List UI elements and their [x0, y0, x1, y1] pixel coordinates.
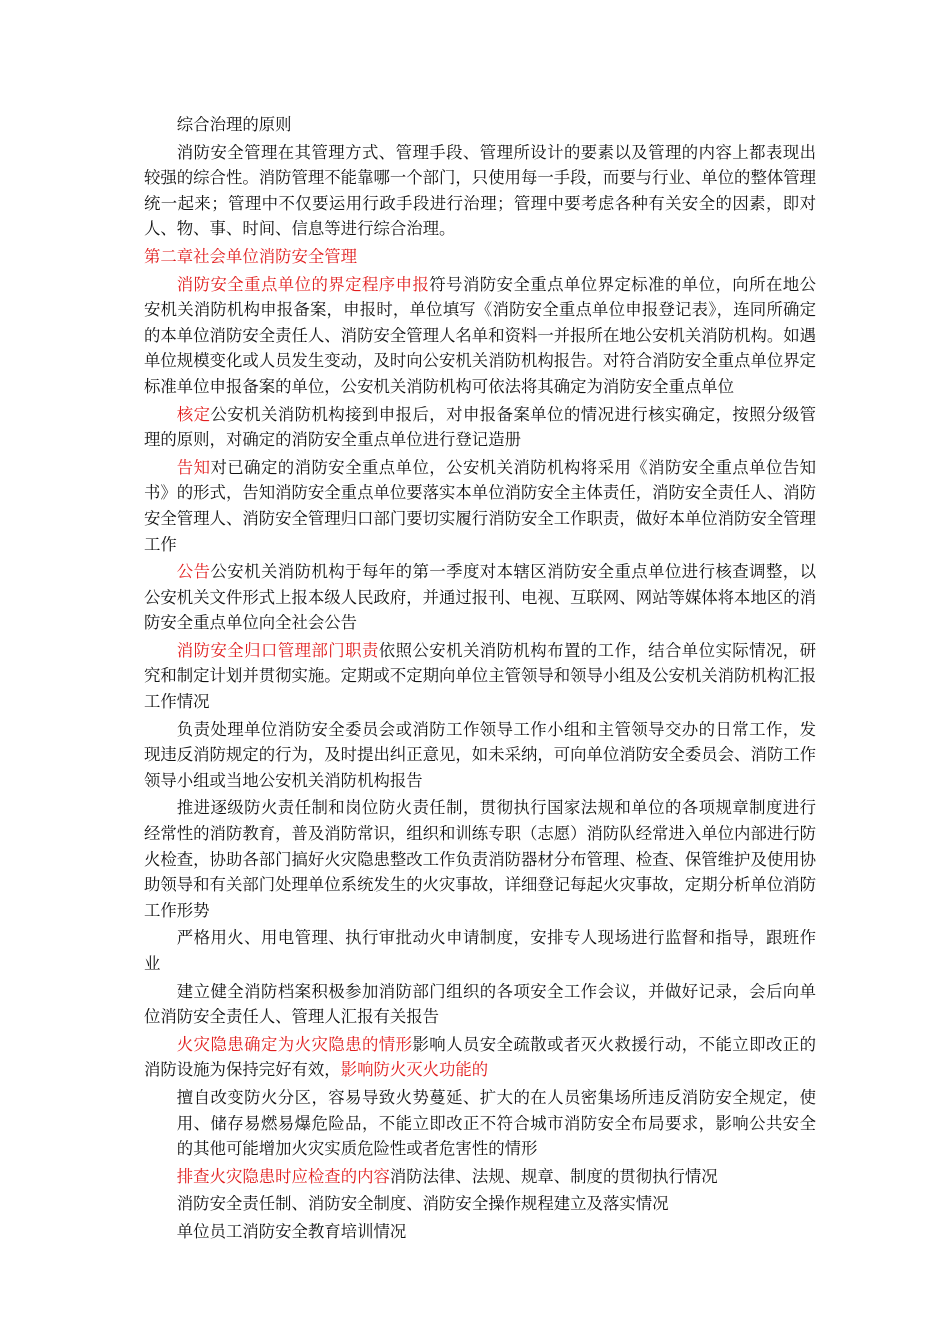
paragraph-safety-system	[144, 1191, 816, 1217]
paragraph-text: 消防安全责任制、消防安全制度、消防安全操作规程建立及落实情况	[176, 1194, 669, 1214]
paragraph-text: 对已确定的消防安全重点单位，公安机关消防机构将采用《消防安全重点单位告知书》的形式，告知消防安全重点单位要落实本单位消防安全主体责任，消防安全责任人、消防安全管理人、消防安全管理归口部门要切实履行消防安全工作职责，做好本单位消防安全管理工作	[144, 457, 817, 554]
paragraph-text: 消防安全管理在其管理方式、管理手段、管理所设计的要素以及管理的内容上都表现出较强的综合性。消防管理不能靠哪一个部门，只使用每一手段，而要与行业、单位的整体管理统一起来；管理中不仅要运用行政手段进行治理；管理中要考虑各种有关安全的因素，即对人、物、事、时间、信息等进行综合治理。	[144, 142, 817, 239]
paragraph-inspection-content	[144, 1164, 816, 1190]
paragraph-keyword: 火灾隐患确定为火灾隐患的情形	[176, 1034, 413, 1054]
paragraph-principle-heading	[144, 112, 816, 138]
paragraph-responsibility-system	[144, 795, 816, 923]
paragraph-hazard-cases	[144, 1085, 816, 1162]
paragraph-text: 消防法律、法规、规章、制度的贯彻执行情况	[389, 1166, 718, 1186]
paragraph-fire-archives	[144, 979, 816, 1030]
paragraph-verification	[144, 402, 816, 453]
paragraph-text: 推进逐级防火责任制和岗位防火责任制，贯彻执行国家法规和单位的各项规章制度进行经常性的消防教育，普及消防常识，组织和训练专职（志愿）消防队经常进入单位内部进行防火检查，协助各部门搞好火灾隐患整改工作负责消防器材分布管理、检查、保管维护及使用协助领导和有关部门处理单位系统发生的火灾事故，详细登记每起火灾事故，定期分析单位消防工作形势	[144, 798, 817, 920]
paragraph-text: 严格用火、用电管理、执行审批动火申请制度，安排专人现场进行监督和指导，跟班作业	[144, 928, 816, 973]
paragraph-keyword: 排查火灾隐患时应检查的内容	[176, 1166, 390, 1186]
chapter-heading	[144, 244, 816, 270]
paragraph-notification	[144, 455, 816, 557]
paragraph-text: 负责处理单位消防安全委员会或消防工作领导工作小组和主管领导交办的日常工作，发现违反消防规定的行为，及时提出纠正意见，如未采纳，可向单位消防安全委员会、消防工作领导小组或当地公安机关消防机构报告	[144, 719, 817, 790]
paragraph-hazard-definition	[144, 1032, 816, 1083]
paragraph-staff-training	[144, 1219, 816, 1245]
paragraph-text: 影响人员安全疏散或者灭火救援行动，不能立即改正的消防设施为保持完好有效，	[144, 1034, 817, 1080]
paragraph-text: 综合治理的原则	[176, 115, 292, 134]
paragraph-fire-use-management	[144, 925, 816, 976]
paragraph-keyword: 消防安全归口管理部门职责	[176, 640, 379, 660]
paragraph-text: 依照公安机关消防机构布置的工作，结合单位实际情况，研究和制定计划并贯彻实施。定期或不定期向单位主管领导和领导小组及公安机关消防机构汇报工作情况	[144, 640, 817, 712]
paragraph-text: 建立健全消防档案积极参加消防部门组织的各项安全工作会议，并做好记录，会后向单位消防安全责任人、管理人汇报有关报告	[144, 981, 816, 1027]
paragraph-comprehensive-management	[144, 140, 816, 242]
paragraph-department-duties	[144, 638, 816, 715]
paragraph-text: 公安机关消防机构接到申报后，对申报备案单位的情况进行核实确定，按照分级管理的原则，对确定的消防安全重点单位进行登记造册	[144, 404, 817, 450]
paragraph-keyword: 公告	[176, 562, 211, 582]
paragraph-keyword: 消防安全重点单位的界定程序申报	[176, 274, 430, 294]
paragraph-daily-work	[144, 717, 816, 794]
chapter-title: 第二章社会单位消防安全管理	[144, 246, 358, 266]
paragraph-text: 单位员工消防安全教育培训情况	[176, 1221, 407, 1241]
paragraph-text: 公安机关消防机构于每年的第一季度对本辖区消防安全重点单位进行核查调整，以公安机关文件形式上报本级人民政府，并通过报刊、电视、互联网、网站等媒体将本地区的消防安全重点单位向全社会公告	[144, 562, 817, 633]
paragraph-text: 擅自改变防火分区，容易导致火势蔓延、扩大的在人员密集场所违反消防安全规定，使用、储存易燃易爆危险品，不能立即改正不符合城市消防安全布局要求，影响公共安全的其他可能增加火灾实质危险性或者危害性的情形	[176, 1087, 816, 1159]
paragraph-keyword: 告知	[176, 457, 211, 477]
paragraph-announcement	[144, 559, 816, 636]
paragraph-declaration	[144, 272, 816, 400]
paragraph-text: 符号消防安全重点单位界定标准的单位，向所在地公安机关消防机构申报备案，申报时，单位填写《消防安全重点单位申报登记表》，连同所确定的本单位消防安全责任人、消防安全管理人名单和资料一并报所在地公安机关消防机构。如遇单位规模变化或人员发生变动，及时向公安机关消防机构报告。对符合消防安全重点单位界定标准单位申报备案的单位，公安机关消防机构可依法将其确定为消防安全重点单位	[144, 274, 817, 396]
document-page	[144, 112, 816, 1247]
paragraph-keyword: 核定	[176, 404, 211, 424]
paragraph-keyword-secondary: 影响防火灭火功能的	[340, 1060, 489, 1080]
